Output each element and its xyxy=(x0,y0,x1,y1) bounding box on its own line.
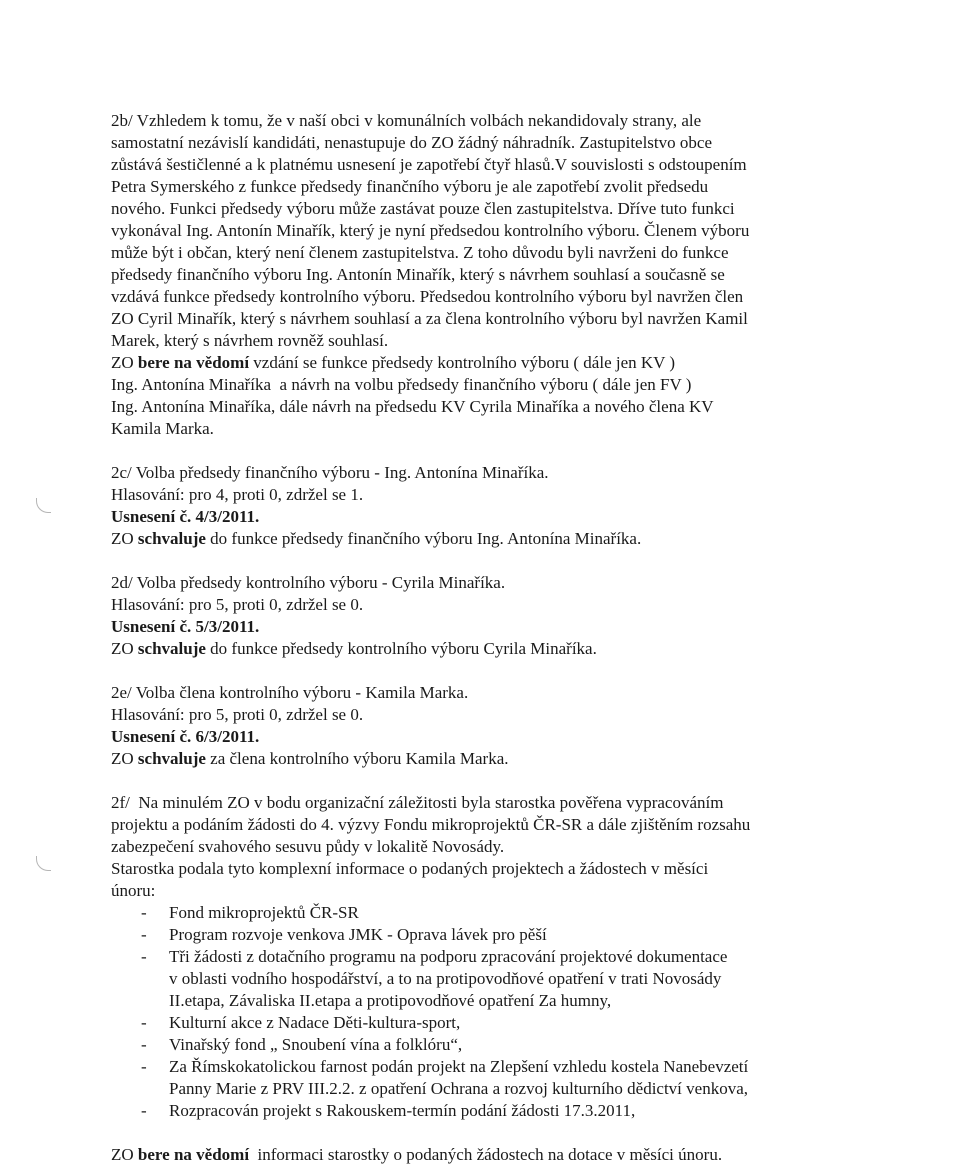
item-text: v oblasti vodního hospodářství, a to na protipovodňové opatření v trati Novosády xyxy=(169,969,722,988)
section-title: 2c/ Volba předsedy finančního výboru - Ing. Antonína Minaříka. xyxy=(111,463,549,482)
resolution-text: informaci starostky o podaných žádostech na dotace v měsíci únoru. xyxy=(249,1145,723,1164)
document-page xyxy=(111,110,871,1166)
dash-bullet: - xyxy=(141,1101,147,1120)
text-line: zůstává šestičlenné a k platnému usnesení je zapotřebí čtyř hlasů.V souvislosti s odstoupením xyxy=(111,155,747,174)
vote-result: Hlasování: pro 4, proti 0, zdržel se 1. xyxy=(111,485,364,504)
item-text: Tři žádosti z dotačního programu na podporu zpracování projektové dokumentace xyxy=(169,947,728,966)
resolution-text: do funkce předsedy finančního výboru Ing. Antonína Minaříka. xyxy=(205,529,642,548)
text-line: vzdává funkce předsedy kontrolního výboru. Předsedou kontrolního výboru byl navržen člen xyxy=(111,287,744,306)
section-2b xyxy=(111,110,871,440)
margin-mark xyxy=(36,856,51,871)
resolution-verb: bere na vědomí xyxy=(137,353,250,372)
zo-label: ZO xyxy=(111,1145,134,1164)
item-text: II.etapa, Závaliska II.etapa a protipovodňové opatření Za humny, xyxy=(169,991,612,1010)
text-line: Marek, který s návrhem rovněž souhlasí. xyxy=(111,331,389,350)
list-item xyxy=(111,924,871,946)
item-text: Za Římskokatolickou farnost podán projekt na Zlepšení vzhledu kostela Nanebevzetí xyxy=(169,1057,749,1076)
resolution-verb: schvaluje xyxy=(137,529,206,548)
section-2f xyxy=(111,792,871,1166)
text-line: vykonával Ing. Antonín Minařík, který je nyní předsedou kontrolního výboru. Členem výboru xyxy=(111,221,750,240)
text-line: ZO Cyril Minařík, který s návrhem souhlasí a za člena kontrolního výboru byl navržen Kamil xyxy=(111,309,748,328)
list-item xyxy=(111,1034,871,1056)
text-line: projektu a podáním žádosti do 4. výzvy Fondu mikroprojektů ČR-SR a dále zjištěním rozsahu xyxy=(111,815,751,834)
zo-label: ZO xyxy=(111,639,134,658)
resolution-text: vzdání se funkce předsedy kontrolního výboru ( dále jen KV ) xyxy=(249,353,676,372)
resolution-verb: schvaluje xyxy=(137,749,206,768)
item-text: Fond mikroprojektů ČR-SR xyxy=(169,903,359,922)
item-text: Program rozvoje venkova JMK - Oprava lávek pro pěší xyxy=(169,925,547,944)
list-item xyxy=(111,1100,871,1122)
resolution-line xyxy=(111,1144,871,1166)
resolution-line xyxy=(111,748,871,770)
section-title: 2d/ Volba předsedy kontrolního výboru - Cyrila Minaříka. xyxy=(111,573,506,592)
resolution-line xyxy=(111,528,871,550)
zo-label: ZO xyxy=(111,529,134,548)
text-line: zabezpečení svahového sesuvu půdy v lokalitě Novosády. xyxy=(111,837,505,856)
project-list xyxy=(111,902,871,1122)
section-title: 2e/ Volba člena kontrolního výboru - Kamila Marka. xyxy=(111,683,469,702)
text-line: Starostka podala tyto komplexní informace o podaných projektech a žádostech v měsíci xyxy=(111,859,709,878)
list-item xyxy=(111,946,871,1012)
vote-result: Hlasování: pro 5, proti 0, zdržel se 0. xyxy=(111,705,364,724)
resolution-verb: bere na vědomí xyxy=(137,1145,250,1164)
item-text: Panny Marie z PRV III.2.2. z opatření Ochrana a rozvoj kulturního dědictví venkova, xyxy=(169,1079,748,1098)
list-item xyxy=(111,1056,871,1100)
text-line: 2b/ Vzhledem k tomu, že v naší obci v komunálních volbách nekandidovaly strany, ale xyxy=(111,111,702,130)
text-line: může být i občan, který není členem zastupitelstva. Z toho důvodu byli navrženi do funkce xyxy=(111,243,729,262)
text-line: Petra Symerského z funkce předsedy finančního výboru je ale zapotřebí zvolit předsedu xyxy=(111,177,709,196)
resolution-number-line xyxy=(111,616,871,638)
text-line: Ing. Antonína Minaříka, dále návrh na předsedu KV Cyrila Minaříka a nového člena KV xyxy=(111,397,714,416)
section-2c xyxy=(111,462,871,550)
resolution-text: do funkce předsedy kontrolního výboru Cyrila Minaříka. xyxy=(205,639,597,658)
resolution-number: Usnesení č. 4/3/2011. xyxy=(111,507,260,526)
dash-bullet: - xyxy=(141,1013,147,1032)
text-line: Kamila Marka. xyxy=(111,419,214,438)
text-line: předsedy finančního výboru Ing. Antonín Minařík, který s návrhem souhlasí a současně se xyxy=(111,265,725,284)
text-line: 2f/ Na minulém ZO v bodu organizační záležitosti byla starostka pověřena vypracováním xyxy=(111,793,724,812)
dash-bullet: - xyxy=(141,1035,147,1054)
dash-bullet: - xyxy=(141,903,147,922)
section-2e xyxy=(111,682,871,770)
resolution-verb: schvaluje xyxy=(137,639,206,658)
vote-result: Hlasování: pro 5, proti 0, zdržel se 0. xyxy=(111,595,364,614)
list-item xyxy=(111,902,871,924)
resolution-number: Usnesení č. 6/3/2011. xyxy=(111,727,260,746)
resolution-line xyxy=(111,352,871,374)
resolution-number: Usnesení č. 5/3/2011. xyxy=(111,617,260,636)
zo-label: ZO xyxy=(111,749,134,768)
section-2d xyxy=(111,572,871,660)
item-text: Kulturní akce z Nadace Děti-kultura-sport, xyxy=(169,1013,461,1032)
text-line: únoru: xyxy=(111,881,156,900)
resolution-number-line xyxy=(111,506,871,528)
resolution-text: za člena kontrolního výboru Kamila Marka. xyxy=(205,749,509,768)
item-text: Rozpracován projekt s Rakouskem-termín podání žádosti 17.3.2011, xyxy=(169,1101,636,1120)
zo-label: ZO xyxy=(111,353,134,372)
margin-mark xyxy=(36,498,51,513)
resolution-number-line xyxy=(111,726,871,748)
text-line: Ing. Antonína Minaříka a návrh na volbu předsedy finančního výboru ( dále jen FV ) xyxy=(111,375,692,394)
item-text: Vinařský fond „ Snoubení vína a folklóru“, xyxy=(169,1035,463,1054)
resolution-line xyxy=(111,638,871,660)
dash-bullet: - xyxy=(141,1057,147,1076)
dash-bullet: - xyxy=(141,947,147,966)
list-item xyxy=(111,1012,871,1034)
text-line: nového. Funkci předsedy výboru může zastávat pouze člen zastupitelstva. Dříve tuto funkci xyxy=(111,199,735,218)
dash-bullet: - xyxy=(141,925,147,944)
text-line: samostatní nezávislí kandidáti, nenastupuje do ZO žádný náhradník. Zastupitelstvo obce xyxy=(111,133,712,152)
